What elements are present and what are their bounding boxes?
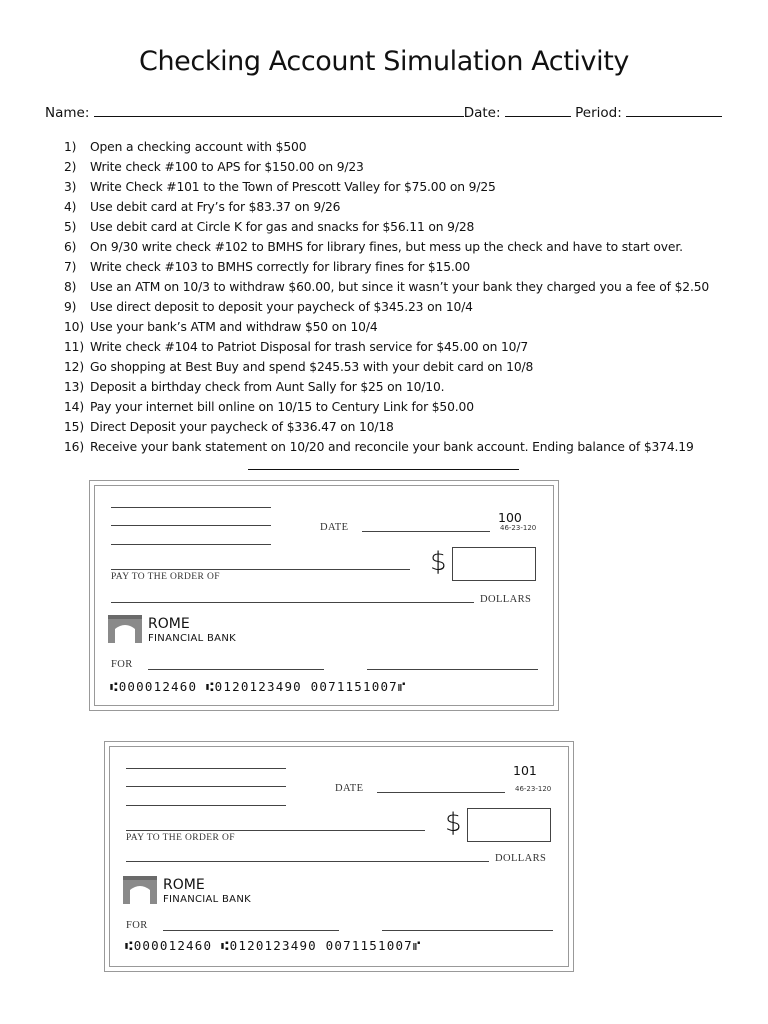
- payer-line-1[interactable]: [111, 507, 271, 508]
- dollar-sign-icon: $: [430, 547, 447, 577]
- payee-line[interactable]: [126, 830, 425, 831]
- list-item: 14) Pay your internet bill online on 10/15 to Century Link for $50.00: [64, 400, 474, 414]
- page-title: Checking Account Simulation Activity: [139, 46, 629, 77]
- amount-box[interactable]: [452, 547, 536, 581]
- payer-line-1[interactable]: [126, 768, 286, 769]
- list-item: 15) Direct Deposit your paycheck of $336.47 on 10/18: [64, 420, 394, 434]
- date-line[interactable]: [377, 792, 505, 793]
- bank-name: ROME: [148, 616, 190, 632]
- list-item: 5) Use debit card at Circle K for gas and snacks for $56.11 on 9/28: [64, 220, 475, 234]
- micr-line: ⑆000012460 ⑆0120123490 0071151007⑈: [125, 938, 422, 953]
- bank-building-icon: [123, 876, 157, 904]
- routing-fraction: 46-23-120: [515, 785, 552, 793]
- for-label: FOR: [126, 920, 148, 931]
- dollars-label: DOLLARS: [480, 594, 532, 605]
- for-label: FOR: [111, 659, 133, 670]
- bank-name: ROME: [163, 877, 205, 893]
- check-number: 101: [513, 763, 537, 778]
- student-info-line: [45, 105, 722, 121]
- check-101: [104, 741, 574, 972]
- list-item: 4) Use debit card at Fry’s for $83.37 on 9/26: [64, 200, 341, 214]
- memo-line[interactable]: [148, 669, 324, 670]
- pay-to-label: PAY TO THE ORDER OF: [111, 572, 220, 582]
- payer-line-2[interactable]: [126, 786, 286, 787]
- list-item: 16) Receive your bank statement on 10/20 and reconcile your bank account. Ending balance of $374.19: [64, 440, 694, 454]
- separator-line: [248, 469, 519, 470]
- payer-line-3[interactable]: [126, 805, 286, 806]
- memo-line[interactable]: [163, 930, 339, 931]
- list-item: 2) Write check #100 to APS for $150.00 on 9/23: [64, 160, 364, 174]
- date-line[interactable]: [362, 531, 490, 532]
- list-item: 7) Write check #103 to BMHS correctly for library fines for $15.00: [64, 260, 470, 274]
- signature-line[interactable]: [367, 669, 538, 670]
- dollars-label: DOLLARS: [495, 853, 547, 864]
- signature-line[interactable]: [382, 930, 553, 931]
- bank-subtitle: FINANCIAL BANK: [163, 894, 251, 905]
- payee-line[interactable]: [111, 569, 410, 570]
- list-item: 9) Use direct deposit to deposit your paycheck of $345.23 on 10/4: [64, 300, 473, 314]
- written-amount-line[interactable]: [111, 602, 474, 603]
- bank-subtitle: FINANCIAL BANK: [148, 633, 236, 644]
- list-item: 11) Write check #104 to Patriot Disposal for trash service for $45.00 on 10/7: [64, 340, 528, 354]
- bank-building-icon: [108, 615, 142, 643]
- payer-line-2[interactable]: [111, 525, 271, 526]
- amount-box[interactable]: [467, 808, 551, 842]
- routing-fraction: 46-23-120: [500, 524, 537, 532]
- list-item: 12) Go shopping at Best Buy and spend $245.53 with your debit card on 10/8: [64, 360, 534, 374]
- period-field[interactable]: [626, 105, 722, 117]
- instruction-list: [64, 137, 709, 457]
- list-item: 10) Use your bank’s ATM and withdraw $50 on 10/4: [64, 320, 378, 334]
- check-100: [89, 480, 559, 711]
- date-label: DATE: [335, 783, 364, 794]
- check-number: 100: [498, 510, 522, 525]
- dollar-sign-icon: $: [445, 808, 462, 838]
- period-label: Period:: [575, 105, 622, 121]
- list-item: 13) Deposit a birthday check from Aunt Sally for $25 on 10/10.: [64, 380, 445, 394]
- pay-to-label: PAY TO THE ORDER OF: [126, 833, 235, 843]
- list-item: 3) Write Check #101 to the Town of Prescott Valley for $75.00 on 9/25: [64, 180, 496, 194]
- list-item: 8) Use an ATM on 10/3 to withdraw $60.00, but since it wasn’t your bank they charged you a fee of $2.50: [64, 280, 710, 294]
- date-label: DATE: [320, 522, 349, 533]
- list-item: 6) On 9/30 write check #102 to BMHS for library fines, but mess up the check and have to start over.: [64, 240, 683, 254]
- written-amount-line[interactable]: [126, 861, 489, 862]
- list-item: 1) Open a checking account with $500: [64, 140, 307, 154]
- name-label: Name:: [45, 105, 90, 121]
- date-field[interactable]: [505, 105, 571, 117]
- payer-line-3[interactable]: [111, 544, 271, 545]
- name-field[interactable]: [94, 105, 464, 117]
- date-label: Date:: [463, 105, 501, 121]
- micr-line: ⑆000012460 ⑆0120123490 0071151007⑈: [110, 679, 407, 694]
